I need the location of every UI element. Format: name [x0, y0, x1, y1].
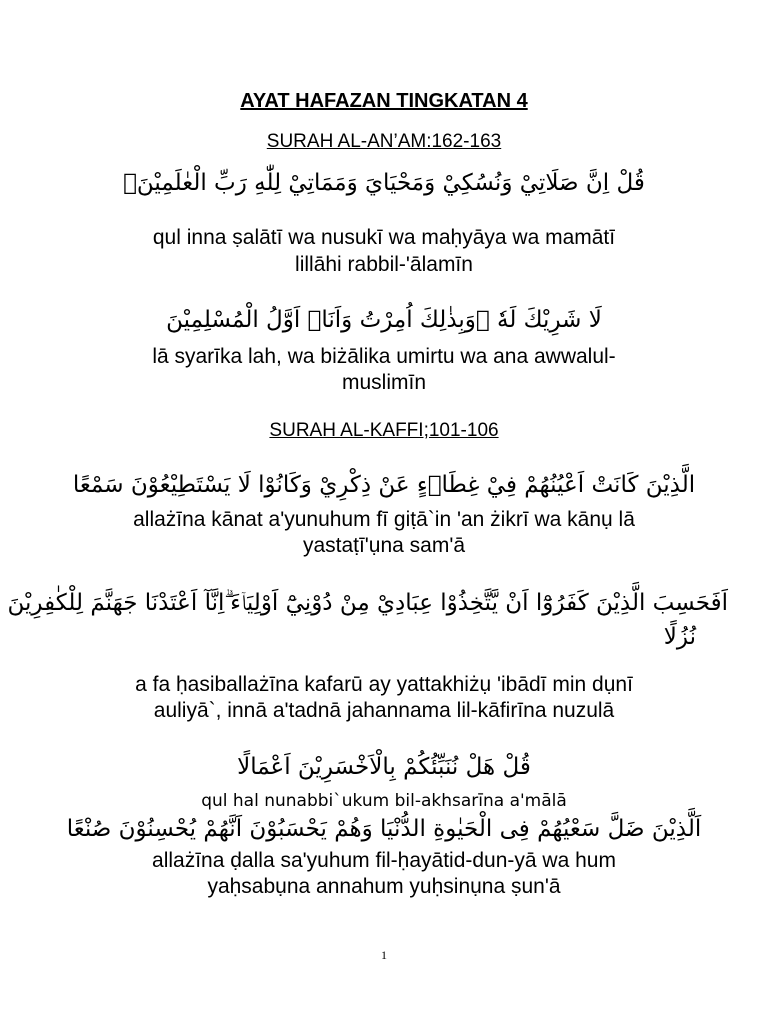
verse-transliteration: muslimīn — [341, 371, 426, 394]
verse-transliteration: yaḥsabụna annahum yuḥsinụna ṣun'ā — [207, 875, 561, 898]
section-heading-al-kaffi: SURAH AL-KAFFI;101-106 — [269, 420, 499, 441]
verse-arabic: الَّذِيْنَ كَانَتْ اَعْيُنُهُمْ فِيْ غِطَاۤءٍ عَنْ ذِكْرِيْ وَكَانُوْا لَا يَسْتَطِيْعُوْنَ سَمْعًا — [72, 472, 696, 498]
verse-arabic: لَا شَرِيْكَ لَهٗ ۚوَبِذٰلِكَ اُمِرْتُ وَاَنَا۠ اَوَّلُ الْمُسْلِمِيْنَ — [166, 307, 602, 333]
verse-transliteration: a fa ḥasiballażīna kafarū ay yattakhiżụ 'ibādī min dụnī — [135, 673, 633, 696]
verse-arabic: اَلَّذِيْنَ ضَلَّ سَعْيُهُمْ فِى الْحَيٰوةِ الدُّنْيَا وَهُمْ يَحْسَبُوْنَ اَنَّهُمْ يُحْسِنُوْنَ صُنْعًا — [66, 816, 702, 842]
verse-transliteration: lā syarīka lah, wa biżālika umirtu wa ana awwalul- — [152, 345, 616, 368]
verse-transliteration: qul inna ṣalātī wa nusukī wa maḥyāya wa mamātī — [152, 226, 616, 249]
verse-arabic: قُلْ اِنَّ صَلَاتِيْ وَنُسُكِيْ وَمَحْيَايَ وَمَمَاتِيْ لِلّٰهِ رَبِّ الْعٰلَمِيْنَۙ — [123, 170, 645, 196]
verse-arabic: اَفَحَسِبَ الَّذِيْنَ كَفَرُوْٓا اَنْ يَّتَّخِذُوْا عِبَادِيْ مِنْ دُوْنِيْٓ اَوْلِيَاۤءَ ۗاِنَّآ اَعْتَدْنَا جَهَنَّمَ لِلْكٰفِرِيْنَ — [7, 590, 728, 616]
page-number: 1 — [381, 948, 387, 962]
verse-transliteration: auliyā`, innā a'tadnā jahannama lil-kāfirīna nuzulā — [153, 699, 615, 722]
section-heading-al-anam: SURAH AL-AN’AM:162-163 — [266, 131, 502, 152]
verse-transliteration: allażīna ḍalla sa'yuhum fil-ḥayātid-dun-yā wa hum — [152, 849, 616, 872]
verse-transliteration: allażīna kānat a'yunuhum fī giṭā`in 'an żikrī wa kānụ lā — [133, 508, 635, 531]
verse-arabic: قُلْ هَلْ نُنَبِّئُكُمْ بِالْاَخْسَرِيْنَ اَعْمَالًا — [237, 754, 531, 780]
verse-transliteration: lillāhi rabbil-'ālamīn — [295, 253, 473, 276]
verse-transliteration: qul hal nunabbi`ukum bil-akhsarīna a'mālā — [201, 791, 567, 811]
verse-arabic: نُزُلًا — [663, 624, 696, 650]
verse-transliteration: yastaṭī'ụna sam'ā — [302, 534, 466, 557]
document-title: AYAT HAFAZAN TINGKATAN 4 — [240, 90, 528, 112]
